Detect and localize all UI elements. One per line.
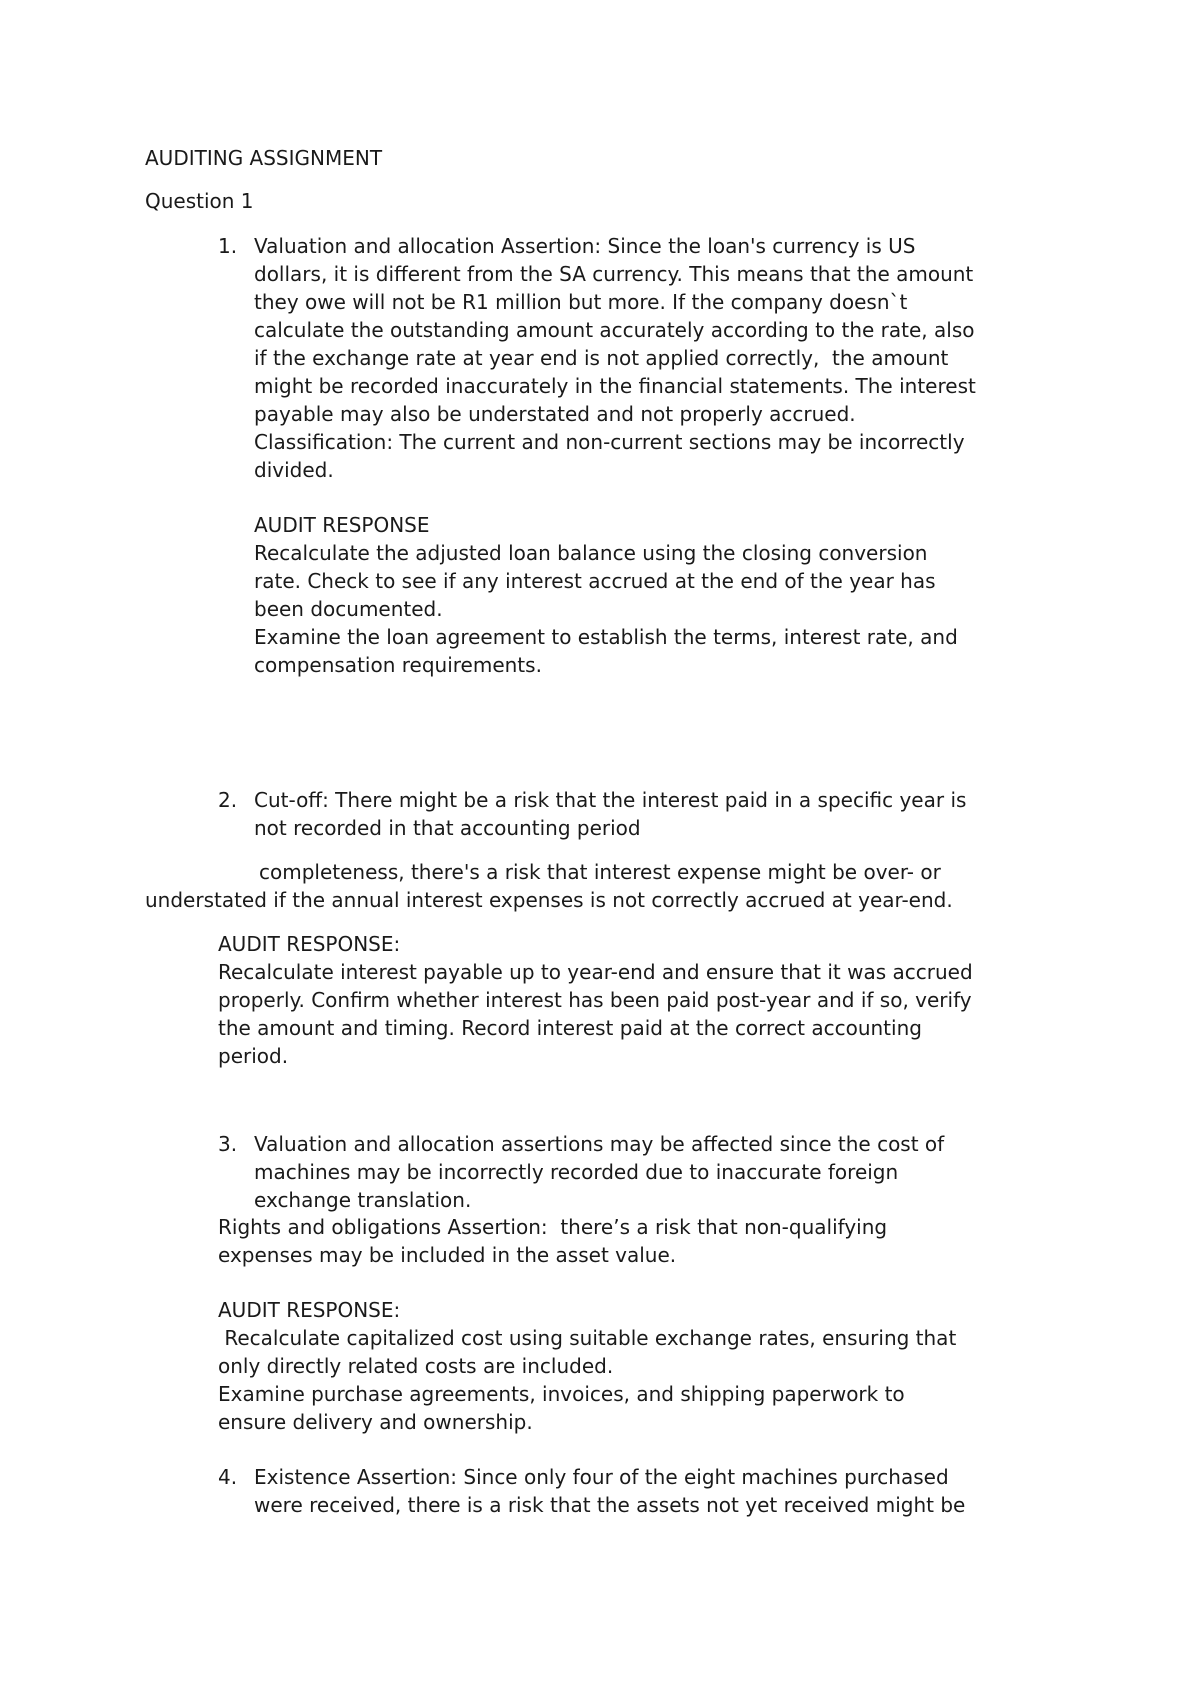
audit-response-heading: AUDIT RESPONSE: [254, 513, 430, 537]
document-title: AUDITING ASSIGNMENT: [145, 146, 383, 170]
audit-response-line: compensation requirements.: [254, 653, 542, 677]
item-1-line: they owe will not be R1 million but more. If the company doesn`t: [254, 290, 908, 314]
item-1-line: payable may also be understated and not properly accrued.: [254, 402, 856, 426]
item-1-line: if the exchange rate at year end is not applied correctly, the amount: [254, 346, 949, 370]
item-number: 2.: [218, 788, 238, 812]
audit-response-line: ensure delivery and ownership.: [218, 1410, 533, 1434]
item-number: 4.: [218, 1465, 238, 1489]
item-1-line: dollars, it is different from the SA currency. This means that the amount: [254, 262, 974, 286]
item-1-line: calculate the outstanding amount accurately according to the rate, also: [254, 318, 975, 342]
audit-response-line: Recalculate capitalized cost using suitable exchange rates, ensuring that: [218, 1326, 957, 1350]
audit-response-heading: AUDIT RESPONSE:: [218, 1298, 401, 1322]
item-number: 1.: [218, 234, 238, 258]
item-1-line: might be recorded inaccurately in the financial statements. The interest: [254, 374, 976, 398]
item-3-line: exchange translation.: [254, 1188, 472, 1212]
audit-response-line: rate. Check to see if any interest accrued at the end of the year has: [254, 569, 936, 593]
audit-response-line: properly. Confirm whether interest has been paid post-year and if so, verify: [218, 988, 972, 1012]
item-1-line: Valuation and allocation Assertion: Since the loan's currency is US: [254, 234, 916, 258]
audit-response-line: been documented.: [254, 597, 443, 621]
item-3-extra-line: expenses may be included in the asset value.: [218, 1243, 677, 1267]
audit-response-line: Examine purchase agreements, invoices, and shipping paperwork to: [218, 1382, 905, 1406]
audit-response-line: Examine the loan agreement to establish the terms, interest rate, and: [254, 625, 958, 649]
item-3-line: machines may be incorrectly recorded due to inaccurate foreign: [254, 1160, 899, 1184]
question-heading: Question 1: [145, 189, 254, 213]
item-4-line: were received, there is a risk that the assets not yet received might be: [254, 1493, 966, 1517]
item-2-extra-line: understated if the annual interest expenses is not correctly accrued at year-end.: [145, 888, 953, 912]
audit-response-heading: AUDIT RESPONSE:: [218, 932, 401, 956]
audit-response-line: only directly related costs are included.: [218, 1354, 614, 1378]
item-2-line: Cut-off: There might be a risk that the interest paid in a specific year is: [254, 788, 967, 812]
audit-response-line: period.: [218, 1044, 289, 1068]
item-3-extra-line: Rights and obligations Assertion: there’s a risk that non-qualifying: [218, 1215, 888, 1239]
item-2-extra-line: completeness, there's a risk that interest expense might be over- or: [259, 860, 941, 884]
item-4-line: Existence Assertion: Since only four of the eight machines purchased: [254, 1465, 949, 1489]
audit-response-line: Recalculate the adjusted loan balance using the closing conversion: [254, 541, 928, 565]
item-1-line: divided.: [254, 458, 334, 482]
item-1-line: Classification: The current and non-current sections may be incorrectly: [254, 430, 965, 454]
item-number: 3.: [218, 1132, 238, 1156]
audit-response-line: the amount and timing. Record interest paid at the correct accounting: [218, 1016, 922, 1040]
item-3-line: Valuation and allocation assertions may be affected since the cost of: [254, 1132, 945, 1156]
audit-response-line: Recalculate interest payable up to year-end and ensure that it was accrued: [218, 960, 973, 984]
item-2-line: not recorded in that accounting period: [254, 816, 641, 840]
